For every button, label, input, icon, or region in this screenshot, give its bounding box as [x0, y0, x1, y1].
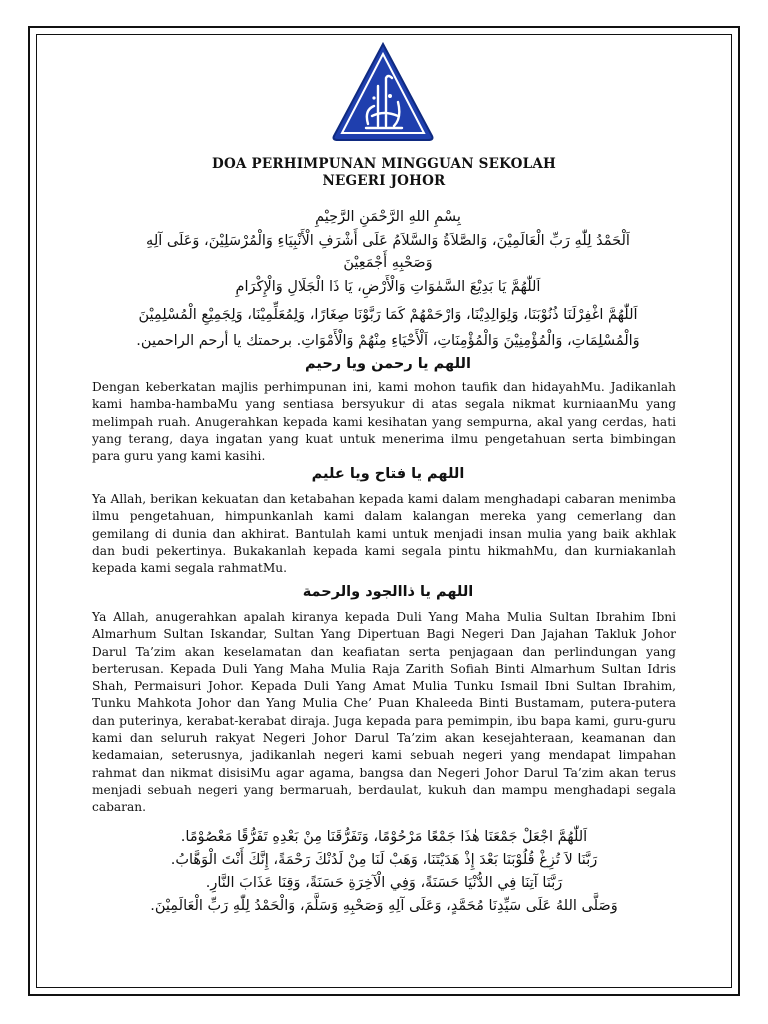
section1-heading: اللهم يا رحمن ويا رحيم — [305, 356, 471, 372]
opening-praise-line1: اَلْحَمْدُ لِلّٰهِ رَبِّ الْعَالَمِيْنَ، وَالصَّلاَةُ وَالسَّلاَمُ عَلَى أَشْرَفِ الْأَنْبِيَاءِ وَالْمُرْسَلِيْنَ، وَعَلَى آلِهِ — [146, 233, 630, 249]
section2-heading: اللهم يا فتاح ويا عليم — [311, 466, 465, 482]
opening-forgiveness-line2: وَالْمُسْلِمَاتِ، وَالْمُؤْمِنِيْنَ وَالْمُؤْمِنَاتِ، اَلْأَحْيَاءِ مِنْهُمْ وَالْأَمْوَاتِ. برحمتك يا أرحم الراحمين. — [136, 333, 640, 349]
closing-dua-line2: رَبَّنَا لاَ تُزِغْ قُلُوْبَنَا بَعْدَ إِذْ هَدَيْتَنَا، وَهَبْ لَنَا مِنْ لَدُنْكَ رَحْمَةً، إِنَّكَ أَنْتَ الْوَهَّابُ. — [170, 852, 598, 868]
section2-paragraph: Ya Allah, berikan kekuatan dan ketabahan kepada kami dalam menghadapi cabaran menimba ilmu pengetahuan, himpunkanlah kami dalam kalangan mereka yang cemerlang dan gemilang di dunia dan akhirat. Bantulah kami untuk menjadi insan mulia yang baik akhlak dan budi pekertinya. Bukakanlah kepada kami segala pintu hikmahMu, dan kurniakanlah kepada kami segala rahmatMu. — [92, 492, 676, 576]
closing-dua-line4: وَصَلَّى اللهُ عَلَى سَيِّدِنَا مُحَمَّدٍ، وَعَلَى آلِهِ وَصَحْبِهِ وَسَلَّمَ، وَالْحَمْدُ لِلّٰهِ رَبِّ الْعَالَمِيْنَ. — [150, 898, 618, 914]
opening-praise-line2: وَصَحْبِهِ أَجْمَعِيْنَ — [343, 255, 433, 271]
johor-education-emblem-icon — [328, 40, 438, 144]
document-title-line1: DOA PERHIMPUNAN MINGGUAN SEKOLAH — [212, 156, 556, 172]
section3-paragraph: Ya Allah, anugerahkan apalah kiranya kepada Duli Yang Maha Mulia Sultan Ibrahim Ibni Almarhum Sultan Iskandar, Sultan Yang Dipertuan Bagi Negeri Dan Jajahan Takluk Johor Darul Ta’zim akan keselamatan dan keafiatan serta penjagaan dan perlindungan yang berterusan. Kepada Duli Yang Maha Mulia Raja Zarith Sofiah Binti Almarhum Sultan Idris Shah, Permaisuri Johor. Kepada Duli Yang Amat Mulia Tunku Ismail Ibni Sultan Ibrahim, Tunku Mahkota Johor dan Yang Mulia Che’ Puan Khaleeda Binti Bustamam, putera-putera dan puterinya, kerabat-kerabat diraja. Juga kepada para pemimpin, ibu bapa kami, guru-guru kami dan seluruh rakyat Negeri Johor Darul Ta’zim akan kesejahteraan, keamanan dan kedamaian, seterusnya, jadikanlah negeri kami sebuah negeri yang mendapat limpahan rahmat dan nikmat disisiMu agar agama, bangsa dan Negeri Johor Darul Ta’zim akan terus menjadi sebuah negeri yang bermaruah, berdaulat, kukuh dan mampu menghadapi segala cabaran. — [92, 610, 676, 815]
opening-forgiveness-line1: اَللّٰهُمَّ اغْفِرْلَنَا ذُنُوْبَنَا، وَلِوَالِدِيْنَا، وَارْحَمْهُمْ كَمَا رَبَّوْنَا صِغَارًا، وَلِمُعَلِّمِيْنَا، وَلِجَمِيْعِ الْمُسْلِمِيْنَ — [138, 307, 638, 323]
document-title-line2: NEGERI JOHOR — [322, 173, 446, 189]
section3-heading: اللهم يا ذاالجود والرحمة — [302, 584, 474, 600]
bismillah: بِسْمِ اللهِ الرَّحْمَنِ الرَّحِيْمِ — [315, 209, 461, 225]
closing-dua-line3: رَبَّنَا آتِنَا فِي الدُّنْيَا حَسَنَةً، وَفِي الْآخِرَةِ حَسَنَةً، وَقِنَا عَذَابَ النَّارِ. — [205, 875, 563, 891]
closing-dua-line1: اَللّٰهُمَّ اجْعَلْ جَمْعَنَا هٰذَا جَمْعًا مَرْحُوْمًا، وَتَفَرُّقَنَا مِنْ بَعْدِهِ تَفَرُّقًا مَعْصُوْمًا. — [180, 829, 588, 845]
opening-invocation: اَللّٰهُمَّ يَا بَدِيْعَ السَّمٰوَاتِ وَالْأَرْضِ، يَا ذَا الْجَلَالِ وَالْإِكْرَامِ — [235, 279, 541, 295]
section1-paragraph: Dengan keberkatan majlis perhimpunan ini, kami mohon taufik dan hidayahMu. Jadikanlah kami hamba-hambaMu yang sentiasa bersyukur di atas segala nikmat kurniaanMu yang melimpah ruah. Anugerahkan kepada kami kesihatan yang sempurna, akal yang cerdas, hati yang terang, daya ingatan yang kuat untuk menerima ilmu pengetahuan serta bimbingan para guru yang kami kasihi. — [92, 380, 676, 464]
